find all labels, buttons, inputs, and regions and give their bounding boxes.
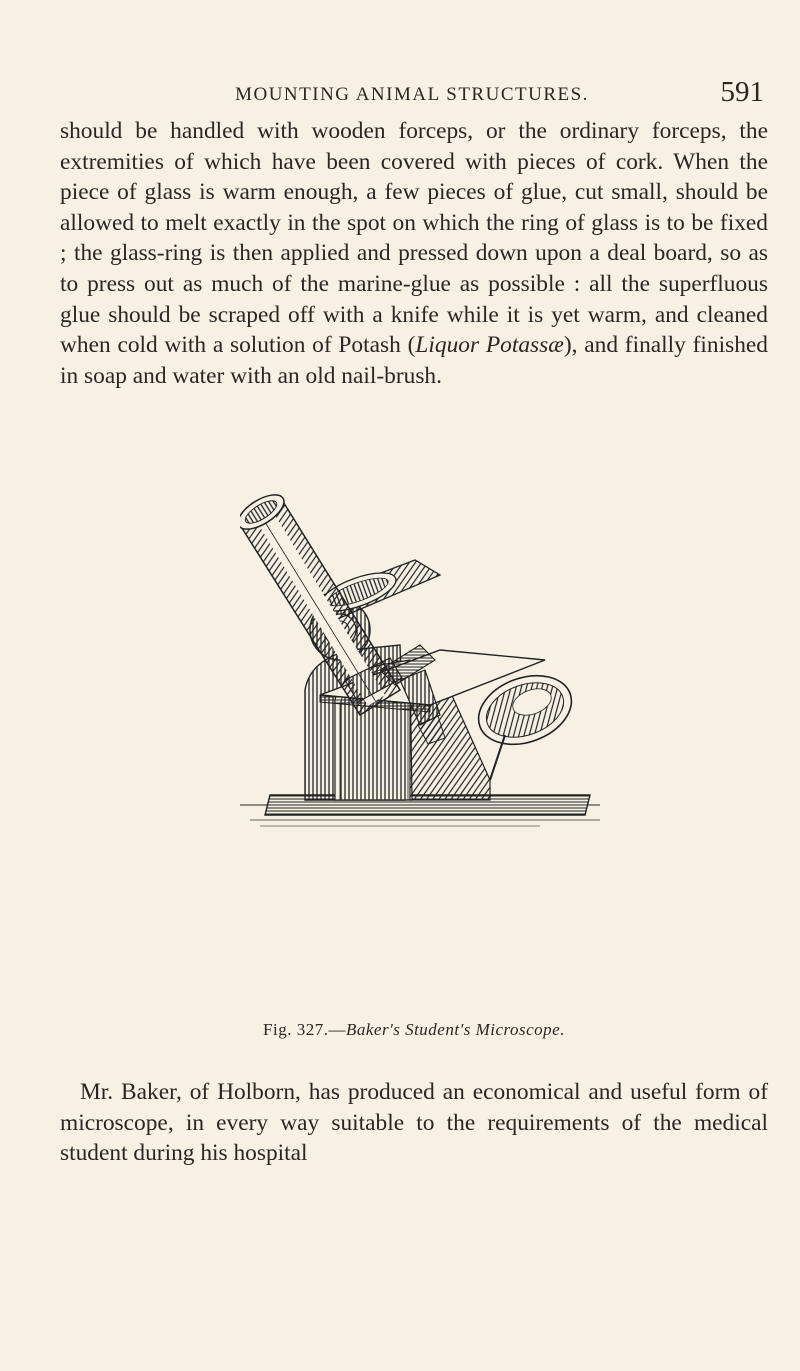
figure-caption [60,1020,768,1040]
paragraph-2: Mr. Baker, of Holborn, has produced an economical and useful form of microscope, in every way suitable to the requirements of the medical student during his hospital [60,1079,768,1167]
page-number: 591 [720,76,764,108]
figure-title: Baker's Student's Microscope. [345,1020,565,1039]
paragraph-1 [60,116,768,391]
microscope-illustration [240,480,600,855]
microscope-engraving [240,480,600,855]
running-head-title: MOUNTING ANIMAL STRUCTURES. [235,84,589,105]
figure-label: Fig. 327.— [263,1020,346,1039]
running-head [60,76,764,110]
paragraph-1-text-b: ), and finally finished in soap and water with an old nail-brush. [60,332,768,389]
paragraph-1-italic: Liquor Potassæ [415,332,564,359]
paragraph-1-text-a: should be handled with wooden forceps, or the ordinary forceps, the extremities of which have been covered with pieces of cork. When the piece of glass is warm enough, a few pieces of glue, cut small, should be allowed to melt exactly in the spot on which the ring of glass is to be fixed ; the glass-ring is then applied and pressed down upon a deal board, so as to press out as much of the marine-glue as possible : all the superfluous glue should be scraped off with a knife while it is yet warm, and cleaned when cold with a solution of Potash ( [60,118,768,359]
